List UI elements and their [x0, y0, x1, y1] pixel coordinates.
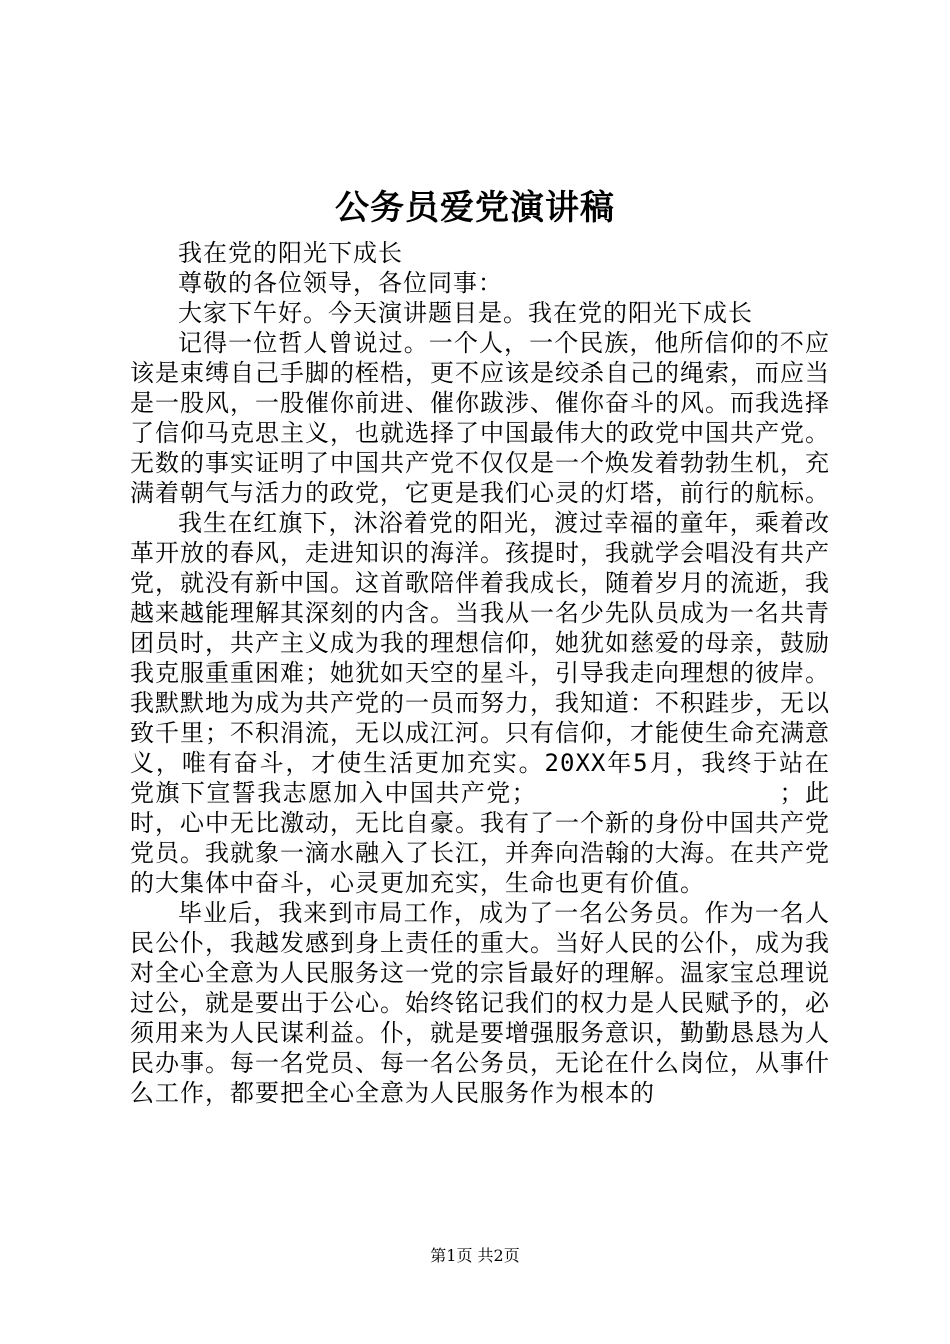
paragraph-body: 我生在红旗下，沐浴着党的阳光，渡过幸福的童年，乘着改革开放的春风，走进知识的海洋。孩提时，我就学会唱没有共产党，就没有新中国。这首歌陪伴着我成长，随着岁月的流逝，我越来越能理解其深刻的内含。当我从一名少先队员成为一名共青团员时，共产主义成为我的理想信仰，她犹如慈爱的母亲，鼓励我克服重重困难；她犹如天空的星斗，引导我走向理想的彼岸。我默默地为成为共产党的一员而努力，我知道：不积跬步，无以致千里；不积涓流，无以成江河。只有信仰，才能使生命充满意义，唯有奋斗，才使生活更加充实。20XX年5月，我终于站在党旗下宣誓我志愿加入中国共产党； ；此时，心中无比激动，无比自豪。我有了一个新的身份中国共产党党员。我就象一滴水融入了长江，并奔向浩翰的大海。在共产党的大集体中奋斗，心灵更加充实，生命也更有价值。: [130, 509, 830, 897]
page-footer: 第1页 共2页: [430, 1246, 520, 1265]
paragraph-subtitle: 我在党的阳光下成长: [178, 239, 403, 267]
paragraph-greeting: 大家下午好。今天演讲题目是。我在党的阳光下成长: [178, 299, 753, 327]
document-title: 公务员爱党演讲稿: [335, 188, 615, 228]
paragraph-salutation: 尊敬的各位领导，各位同事：: [178, 269, 503, 297]
paragraph-body: 记得一位哲人曾说过。一个人，一个民族，他所信仰的不应该是束缚自己手脚的桎梏，更不应该是绞杀自己的绳索，而应当是一股风，一股催你前进、催你跋涉、催你奋斗的风。而我选择了信仰马克思主义，也就选择了中国最伟大的政党中国共产党。无数的事实证明了中国共产党不仅仅是一个焕发着勃勃生机，充满着朝气与活力的政党，它更是我们心灵的灯塔，前行的航标。: [130, 329, 830, 507]
document-body: [130, 238, 830, 1108]
paragraph-body: 毕业后，我来到市局工作，成为了一名公务员。作为一名人民公仆，我越发感到身上责任的重大。当好人民的公仆，成为我对全心全意为人民服务这一党的宗旨最好的理解。温家宝总理说过公，就是要出于公心。始终铭记我们的权力是人民赋予的，必须用来为人民谋利益。仆，就是要增强服务意识，勤勤恳恳为人民办事。每一名党员、每一名公务员，无论在什么岗位，从事什么工作，都要把全心全意为人民服务作为根本的: [130, 899, 830, 1107]
